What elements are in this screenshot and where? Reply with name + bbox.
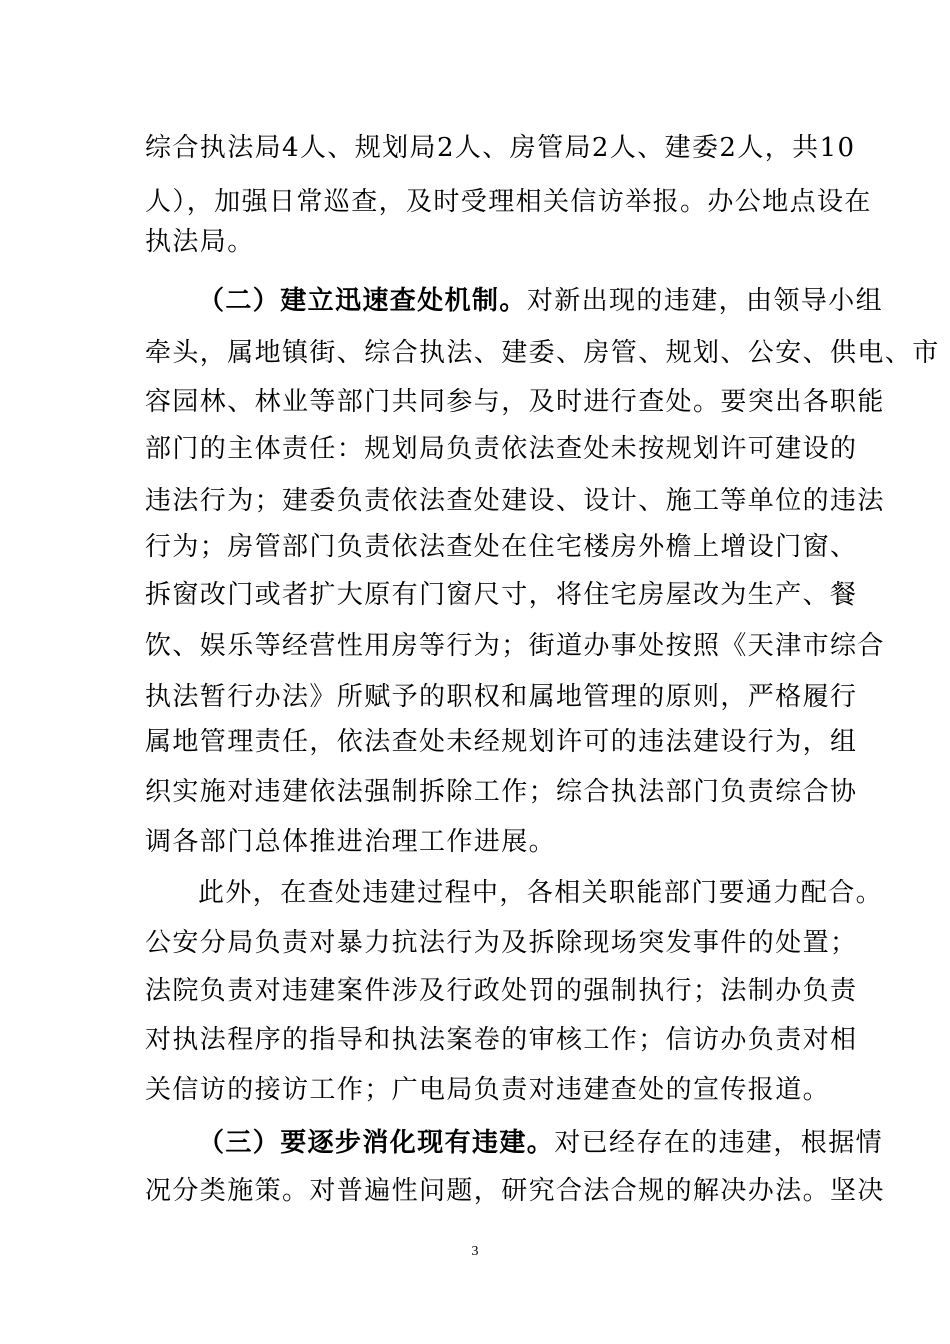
body-line: 织实施对违建依法强制拆除工作；综合执法部门负责综合协 (145, 777, 858, 807)
body-line: 调各部门总体推进治理工作进展。 (145, 827, 557, 857)
body-line: 牵头，属地镇街、综合执法、建委、房管、规划、公安、供电、市 (145, 338, 940, 368)
body-line: 行为；房管部门负责依法查处在住宅楼房外檐上增设门窗、 (145, 532, 858, 562)
body-line: 饮、娱乐等经营性用房等行为；街道办事处按照《天津市综合 (145, 631, 885, 661)
body-line: 关信访的接访工作；广电局负责对违建查处的宣传报道。 (145, 1075, 831, 1105)
section-line: （二）建立迅速查处机制。对新出现的违建，由领导小组 (198, 286, 884, 316)
body-line: 部门的主体责任：规划局负责依法查处未按规划许可建设的 (145, 434, 858, 464)
body-line: 人），加强日常巡查，及时受理相关信访举报。办公地点设在 (145, 187, 872, 217)
body-line: 对执法程序的指导和执法案卷的审核工作；信访办负责对相 (145, 1025, 858, 1055)
body-line: 执法局。 (145, 227, 255, 257)
body-line: 容园林、林业等部门共同参与，及时进行查处。要突出各职能 (145, 387, 885, 417)
section-heading: （三）要逐步消化现有违建。 (198, 1128, 555, 1158)
body-line: 执法暂行办法》所赋予的职权和属地管理的原则，严格履行 (145, 682, 858, 712)
body-line: 拆窗改门或者扩大原有门窗尺寸，将住宅房屋改为生产、餐 (145, 580, 858, 610)
section-heading: （二）建立迅速查处机制。 (198, 286, 527, 316)
section-line: （三）要逐步消化现有违建。对已经存在的违建，根据情 (198, 1128, 884, 1158)
body-line: 法院负责对违建案件涉及行政处罚的强制执行；法制办负责 (145, 976, 858, 1006)
body-line: 况分类施策。对普遍性问题，研究合法合规的解决办法。坚决 (145, 1176, 885, 1206)
body-line: 违法行为；建委负责依法查处建设、设计、施工等单位的违法 (145, 486, 885, 516)
body-line: 属地管理责任，依法查处未经规划许可的违法建设行为，组 (145, 727, 858, 757)
body-line: 综合执法局4人、规划局2人、房管局2人、建委2人，共10 (145, 133, 856, 163)
body-line: 公安分局负责对暴力抗法行为及拆除现场突发事件的处置； (145, 928, 858, 958)
page-number: 3 (471, 1244, 479, 1259)
body-line: 此外，在查处违建过程中，各相关职能部门要通力配合。 (198, 878, 884, 908)
